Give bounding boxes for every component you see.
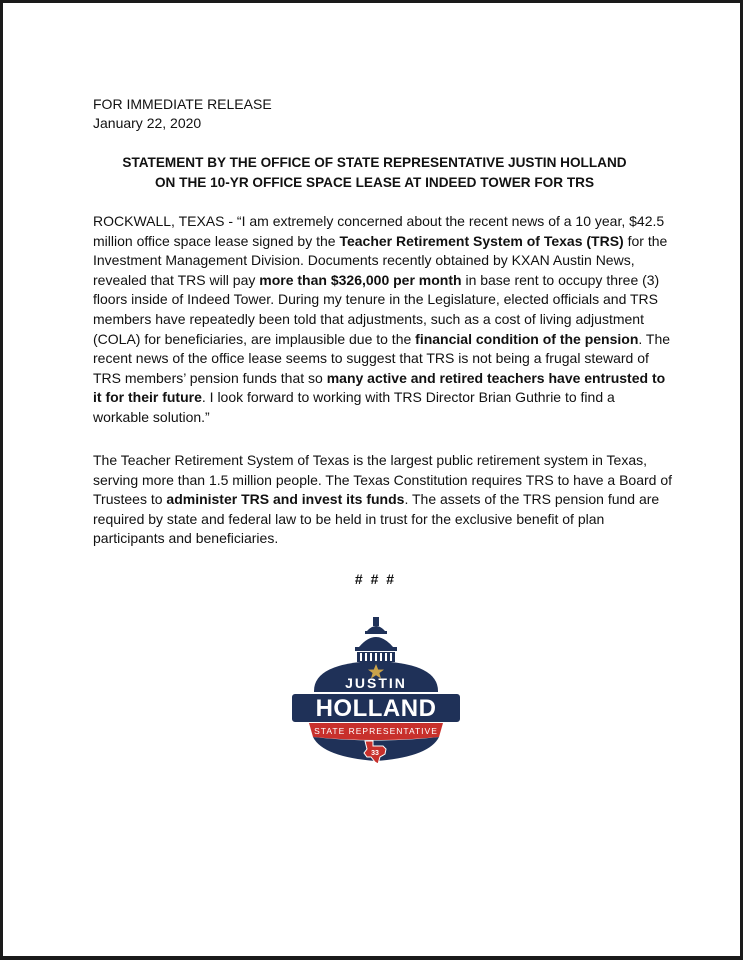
- paragraph-text: The Teacher Retirement System of Texas is the largest public retirement system in Texas, serving more than 1.5 million people. The Texas Constitution requires TRS to have a Board of Trustees to: [93, 452, 672, 508]
- end-mark: # # #: [354, 571, 395, 587]
- statement-paragraph: [93, 212, 673, 428]
- logo-last-name: HOLLAND: [315, 695, 437, 722]
- logo-subtitle: STATE REPRESENTATIVE: [314, 726, 438, 736]
- release-label: FOR IMMEDIATE RELEASE: [93, 96, 272, 112]
- paragraph-text: for the Investment Management Division. Documents recently obtained by KXAN Austin News, revealed that TRS will pay: [93, 232, 668, 288]
- emphasis-text: many active and retired teachers have entrusted to it for their future: [93, 369, 666, 406]
- emphasis-text: more than $326,000 per month: [259, 271, 462, 288]
- paragraph-text: . The assets of the TRS pension fund are required by state and federal law to be held in trust for the exclusive benefit of plan participants and beneficiaries.: [93, 491, 660, 547]
- paragraph-text: ROCKWALL, TEXAS - “I am extremely concerned about the recent news of a 10 year, $42.5 million office space lease signed by the: [93, 213, 665, 249]
- capitol-dome-icon: [355, 617, 397, 662]
- paragraph-text: . The recent news of the office lease seems to suggest that TRS is not being a frugal steward of TRS members’ pension funds that so: [93, 330, 671, 386]
- justin-holland-logo: [289, 615, 463, 767]
- heading-line-1: STATEMENT BY THE OFFICE OF STATE REPRESENTATIVE JUSTIN HOLLAND: [122, 155, 627, 170]
- statement-heading: [63, 153, 686, 193]
- trs-background-paragraph: [93, 451, 673, 549]
- logo-first-name: JUSTIN: [345, 675, 407, 691]
- release-header: [93, 95, 272, 133]
- release-date: January 22, 2020: [93, 115, 202, 131]
- paragraph-text: in base rent to occupy three (3) floors inside of Indeed Tower. During my tenure in the Legislature, elected officials and TRS members have repeatedly been told that adjustments, such as a cost of living adjustment (COLA) for beneficiaries, are implausible due to the: [93, 271, 660, 347]
- emphasis-text: financial condition of the pension: [415, 330, 639, 347]
- emphasis-text: administer TRS and invest its funds: [166, 491, 405, 508]
- logo-district-number: 33: [371, 750, 379, 757]
- paragraph-text: . I look forward to working with TRS Director Brian Guthrie to find a workable solution.”: [93, 389, 615, 425]
- emphasis-text: Teacher Retirement System of Texas (TRS): [339, 232, 624, 249]
- heading-line-2: ON THE 10-YR OFFICE SPACE LEASE AT INDEED TOWER FOR TRS: [154, 175, 595, 190]
